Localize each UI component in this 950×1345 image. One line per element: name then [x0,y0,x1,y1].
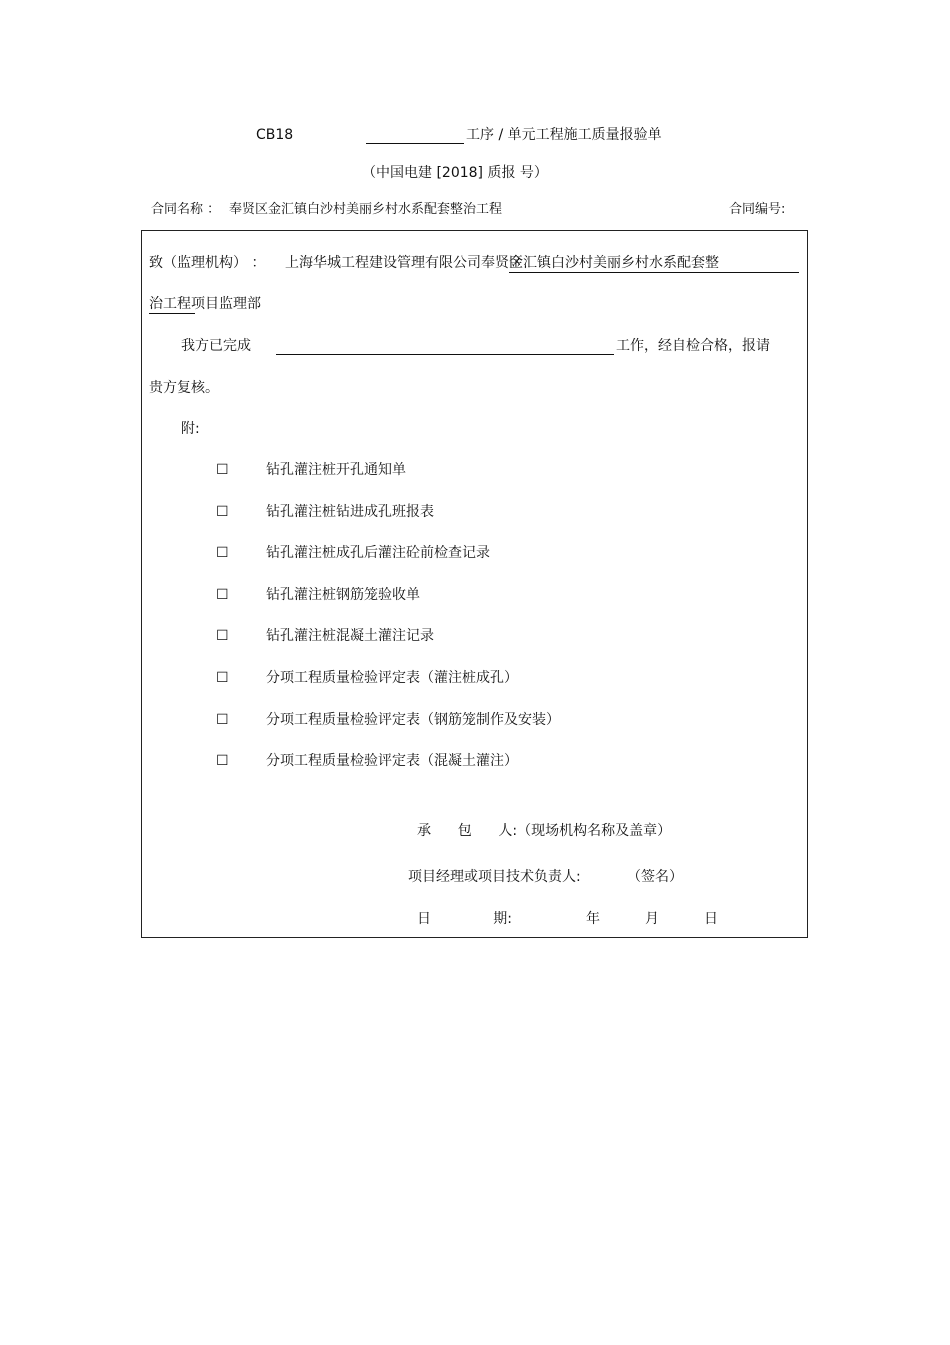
checkbox[interactable]: ☐ [216,670,229,686]
attachment-item: 钻孔灌注桩成孔后灌注砼前检查记录 [266,545,490,561]
manager-signature: （签名） [627,869,683,885]
attachment-item: 钻孔灌注桩开孔通知单 [266,462,406,478]
form-code: CB18 [256,127,294,143]
manager-label: 项目经理或项目技术负责人: [408,869,581,885]
form-title: 工序 / 单元工程施工质量报验单 [466,127,662,143]
supervisor-name-part3: 治工程 [149,296,191,312]
completed-work-blank [276,354,614,355]
attachment-item: 钻孔灌注桩钻进成孔班报表 [266,504,434,520]
checkbox[interactable]: ☐ [216,504,229,520]
completed-label: 我方已完成 [181,338,251,354]
completed-suffix: 工作，经自检合格，报请 [616,338,770,354]
checkbox[interactable]: ☐ [216,628,229,644]
supervisor-name-part2: 金汇镇白沙村美丽乡村水系配套整 [509,255,719,271]
supervisor-name-part1: 上海华城工程建设管理有限公司奉贤区 [285,255,523,271]
attachment-item: 分项工程质量检验评定表（钢筋笼制作及安装） [266,712,560,728]
date-day: 日 [704,911,718,927]
to-label: 致（监理机构） ： [149,255,266,271]
attachment-item: 钻孔灌注桩混凝土灌注记录 [266,628,434,644]
attachment-item: 分项工程质量检验评定表（灌注桩成孔） [266,670,518,686]
document-number: （中国电建 [2018] 质报 号） [362,165,548,181]
attachment-item: 钻孔灌注桩钢筋笼验收单 [266,587,420,603]
checkbox[interactable]: ☐ [216,712,229,728]
checkbox[interactable]: ☐ [216,462,229,478]
contractor-line: 承 包 人:（现场机构名称及盖章） [417,823,672,839]
date-year: 年 [586,911,600,927]
contract-name-value: 奉贤区金汇镇白沙村美丽乡村水系配套整治工程 [229,202,503,217]
checkbox[interactable]: ☐ [216,545,229,561]
checkbox[interactable]: ☐ [216,753,229,769]
date-month: 月 [645,911,659,927]
contract-number-label: 合同编号: [729,202,786,217]
supervisor-name-part4: 项目监理部 [191,296,261,312]
title-blank-line [366,143,464,144]
supervisor-underline-2 [149,313,195,314]
contract-name-label: 合同名称 ： [151,202,221,217]
attachments-label: 附: [181,421,200,437]
attachment-item: 分项工程质量检验评定表（混凝土灌注） [266,753,518,769]
supervisor-underline-1 [509,272,799,273]
date-label: 日 期: [417,911,513,927]
review-request: 贵方复核。 [149,380,219,396]
checkbox[interactable]: ☐ [216,587,229,603]
